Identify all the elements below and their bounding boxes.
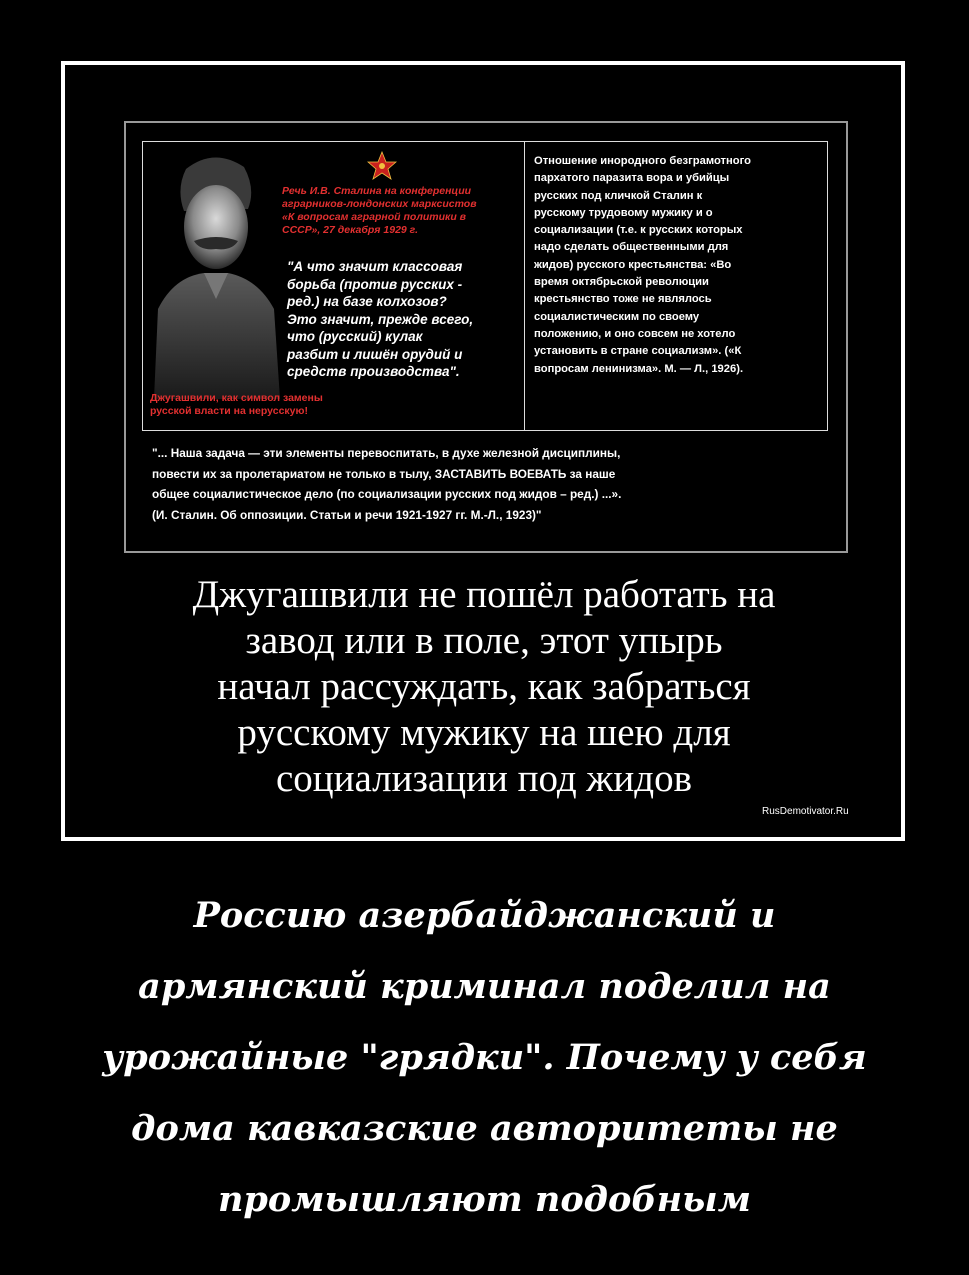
- portrait-photo: [144, 149, 284, 399]
- speech-caption: Речь И.В. Сталина на конференции аграрников-лондонских марксистов «К вопросам аграрной политики в СССР», 27 декабря 1929 г.: [282, 185, 477, 236]
- site-watermark: RusDemotivator.Ru: [762, 806, 849, 817]
- bottom-comment-text: Россию азербайджанский и армянский криминал поделил на урожайные "грядки". Почему у себя дома кавказские авторитеты не промышляют подобным: [102, 895, 867, 1220]
- red-star-icon: [367, 151, 397, 181]
- stalin-quote: "А что значит классовая борьба (против русских - ред.) на базе колхозов? Это значит, прежде всего, что (русский) кулак разбит и лишён орудий и средств производства".: [287, 259, 474, 379]
- poster-content: [142, 141, 830, 545]
- bottom-quote: "... Наша задача — эти элементы перевоспитать, в духе железной дисциплины, повести их за пролетариатом не только в тылу, ЗАСТАВИТЬ ВОЕВАТЬ за наше общее социалистическое дело (по социализации русских под жидов – ред.) ...». (И. Сталин. Об оппозиции. Статьи и речи 1921-1927 гг. М.-Л., 1923)": [152, 446, 622, 522]
- right-column-text: Отношение инородного безграмотного пархатого паразита вора и убийцы русских под кличкой Сталин к русскому трудовому мужику и о социализации (т.е. к русских которых надо сделать общественными для жидов) русского крестьянства: «Во время октябрьской революции крестьянство тоже не являлось социалистическим по своему положению, и оно совсем не хотело установить в стране социализм». («К вопросам ленинизма». М. — Л., 1926).: [534, 155, 751, 375]
- demotivator-caption: Джугашвили не пошёл работать на завод или в поле, этот упырь начал рассуждать, как забраться русскому мужику на шею для социализации под жидов: [192, 573, 776, 800]
- poster-divider: [524, 141, 525, 431]
- symbol-caption: Джугашвили, как символ замены русской власти на нерусскую!: [150, 392, 323, 417]
